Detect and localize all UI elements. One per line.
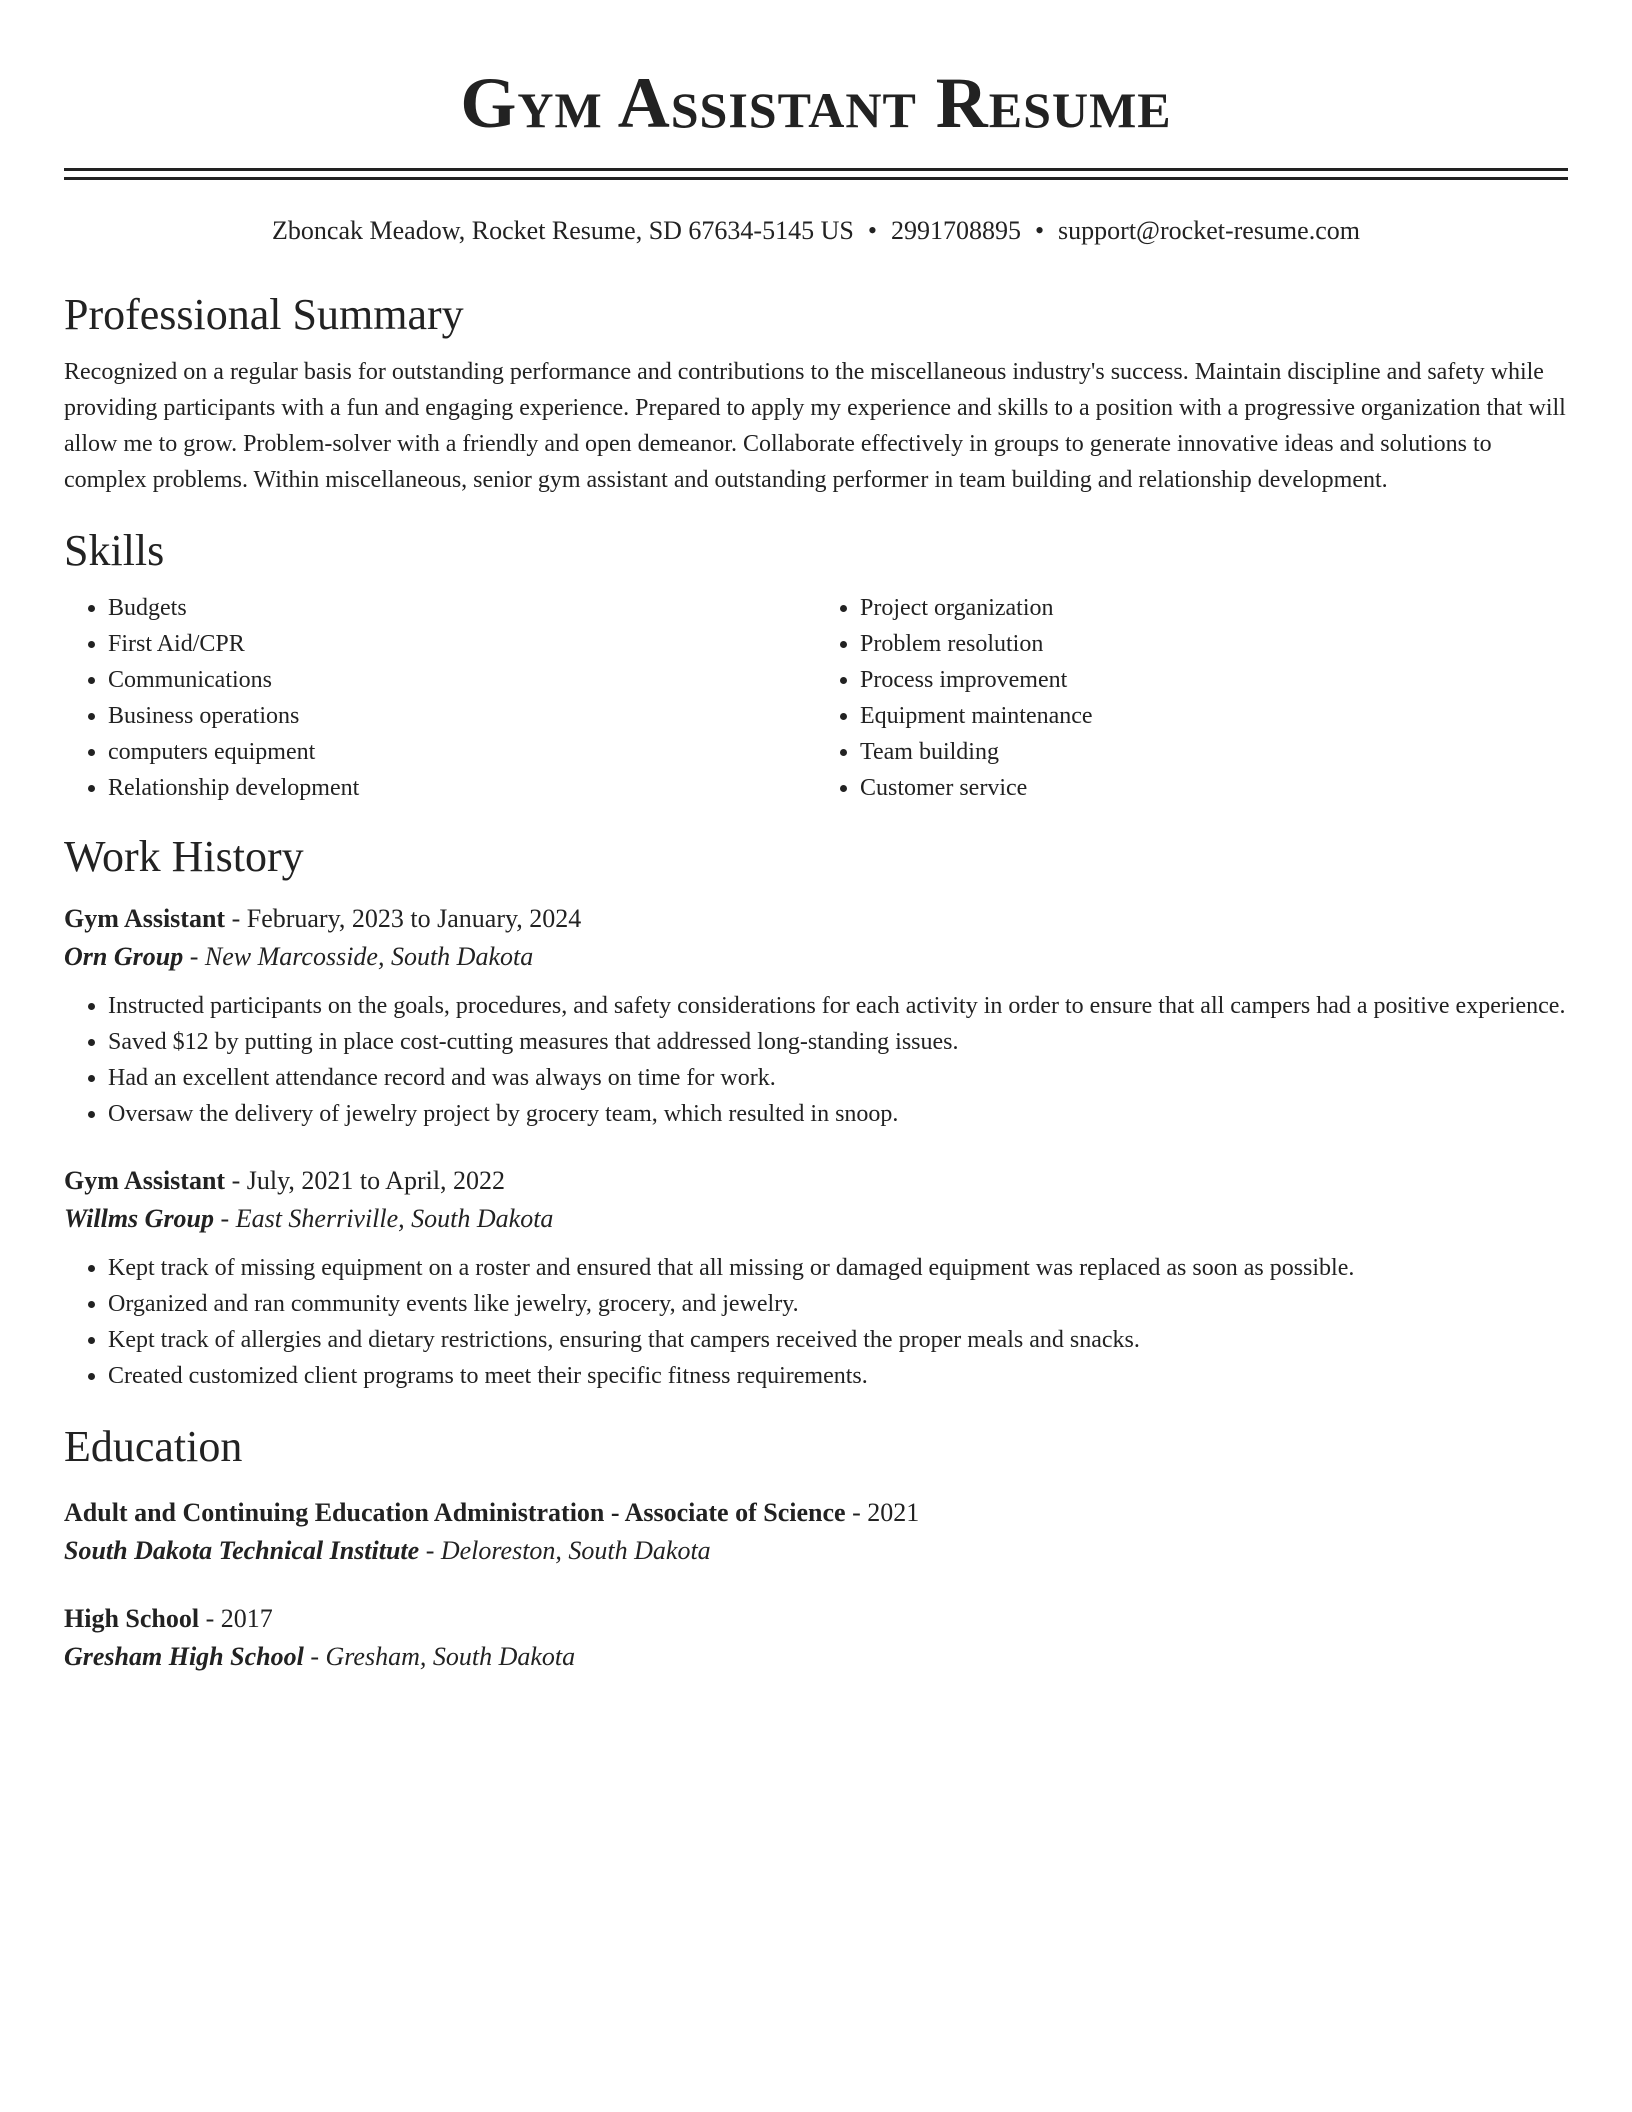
education-year: - 2021 <box>845 1498 920 1527</box>
title-divider-top <box>64 168 1568 171</box>
job-location: - East Sherriville, South Dakota <box>214 1204 554 1233</box>
contact-phone: 2991708895 <box>890 216 1021 245</box>
job-title: Gym Assistant <box>64 1166 226 1195</box>
job-dates: - February, 2023 to January, 2024 <box>225 904 582 933</box>
job-entry <box>64 1162 1568 1394</box>
skill-item: • Relationship development <box>108 770 816 806</box>
education-entry <box>64 1494 1568 1570</box>
skill-item: • Customer service <box>860 770 1568 806</box>
education-school: Gresham High School <box>64 1642 304 1671</box>
job-company-line <box>64 938 1568 976</box>
education-heading: Education <box>64 1422 243 1471</box>
job-bullet: • Instructed participants on the goals, procedures, and safety considerations for each activity in order to ensure that all campers had a positive experience. <box>108 988 1568 1024</box>
job-company: Orn Group <box>64 942 184 971</box>
job-title-line <box>64 900 1568 938</box>
education-degree-line <box>64 1600 1568 1638</box>
resume-title: Gym Assistant Resume <box>460 63 1172 143</box>
contact-address: Zboncak Meadow, Rocket Resume, SD 67634-5145 US <box>272 216 854 245</box>
job-bullet: • Kept track of allergies and dietary restrictions, ensuring that campers received the proper meals and snacks. <box>108 1322 1568 1358</box>
job-company-line <box>64 1200 1568 1238</box>
contact-separator: • <box>1034 216 1045 245</box>
skill-item: • First Aid/CPR <box>108 626 816 662</box>
education-school-line <box>64 1532 1568 1570</box>
skill-item: • Problem resolution <box>860 626 1568 662</box>
job-entry <box>64 900 1568 1132</box>
education-degree-line <box>64 1494 1568 1532</box>
education-location: - Gresham, South Dakota <box>303 1642 576 1671</box>
education-school: South Dakota Technical Institute <box>64 1536 420 1565</box>
job-bullet: • Created customized client programs to meet their specific fitness requirements. <box>108 1358 1568 1394</box>
contact-line <box>64 214 1568 248</box>
contact-separator: • <box>867 216 877 245</box>
job-bullet: • Oversaw the delivery of jewelry project by grocery team, which resulted in snoop. <box>108 1096 1568 1132</box>
job-dates: - July, 2021 to April, 2022 <box>225 1166 506 1195</box>
job-bullet: • Had an excellent attendance record and was always on time for work. <box>108 1060 1568 1096</box>
skill-item: • computers equipment <box>108 734 816 770</box>
job-title-line <box>64 1162 1568 1200</box>
education-year: - 2017 <box>199 1604 273 1633</box>
skills-list <box>64 590 1568 806</box>
summary-heading: Professional Summary <box>64 290 464 339</box>
education-degree: Adult and Continuing Education Administration - Associate of Science <box>64 1498 846 1527</box>
job-bullets <box>64 1250 1568 1394</box>
skills-heading: Skills <box>64 526 165 575</box>
job-company: Willms Group <box>64 1204 215 1233</box>
summary-text: Recognized on a regular basis for outstanding performance and contributions to the miscellaneous industry's success. Maintain discipline and safety while providing participants with a fun and engaging experience. Prepared to apply my experience and skills to a position with a progressive organization that will allow me to grow. Problem-solver with a friendly and open demeanor. Collaborate effectively in groups to generate innovative ideas and solutions to complex problems. Within miscellaneous, senior gym assistant and outstanding performer in team building and relationship development. <box>64 359 1566 493</box>
job-bullet: • Organized and ran community events like jewelry, grocery, and jewelry. <box>108 1286 1568 1322</box>
skill-item: • Process improvement <box>860 662 1568 698</box>
education-entry <box>64 1600 1568 1676</box>
title-divider-bottom <box>64 177 1568 180</box>
skill-item: • Budgets <box>108 590 816 626</box>
skill-item: • Equipment maintenance <box>860 698 1568 734</box>
job-title: Gym Assistant <box>64 904 226 933</box>
job-bullet: • Kept track of missing equipment on a roster and ensured that all missing or damaged equipment was replaced as soon as possible. <box>108 1250 1568 1286</box>
skill-item: • Business operations <box>108 698 816 734</box>
work-history-heading: Work History <box>64 832 304 881</box>
job-location: - New Marcosside, South Dakota <box>183 942 534 971</box>
job-bullet: • Saved $12 by putting in place cost-cutting measures that addressed long-standing issues. <box>108 1024 1568 1060</box>
skill-item: • Communications <box>108 662 816 698</box>
skills-column-right <box>816 590 1568 806</box>
job-bullets <box>64 988 1568 1132</box>
education-school-line <box>64 1638 1568 1676</box>
skill-item: • Team building <box>860 734 1568 770</box>
contact-email: support@rocket-resume.com <box>1058 216 1360 245</box>
skills-column-left <box>64 590 816 806</box>
education-degree: High School <box>64 1604 200 1633</box>
skill-item: • Project organization <box>860 590 1568 626</box>
education-location: - Deloreston, South Dakota <box>419 1536 711 1565</box>
